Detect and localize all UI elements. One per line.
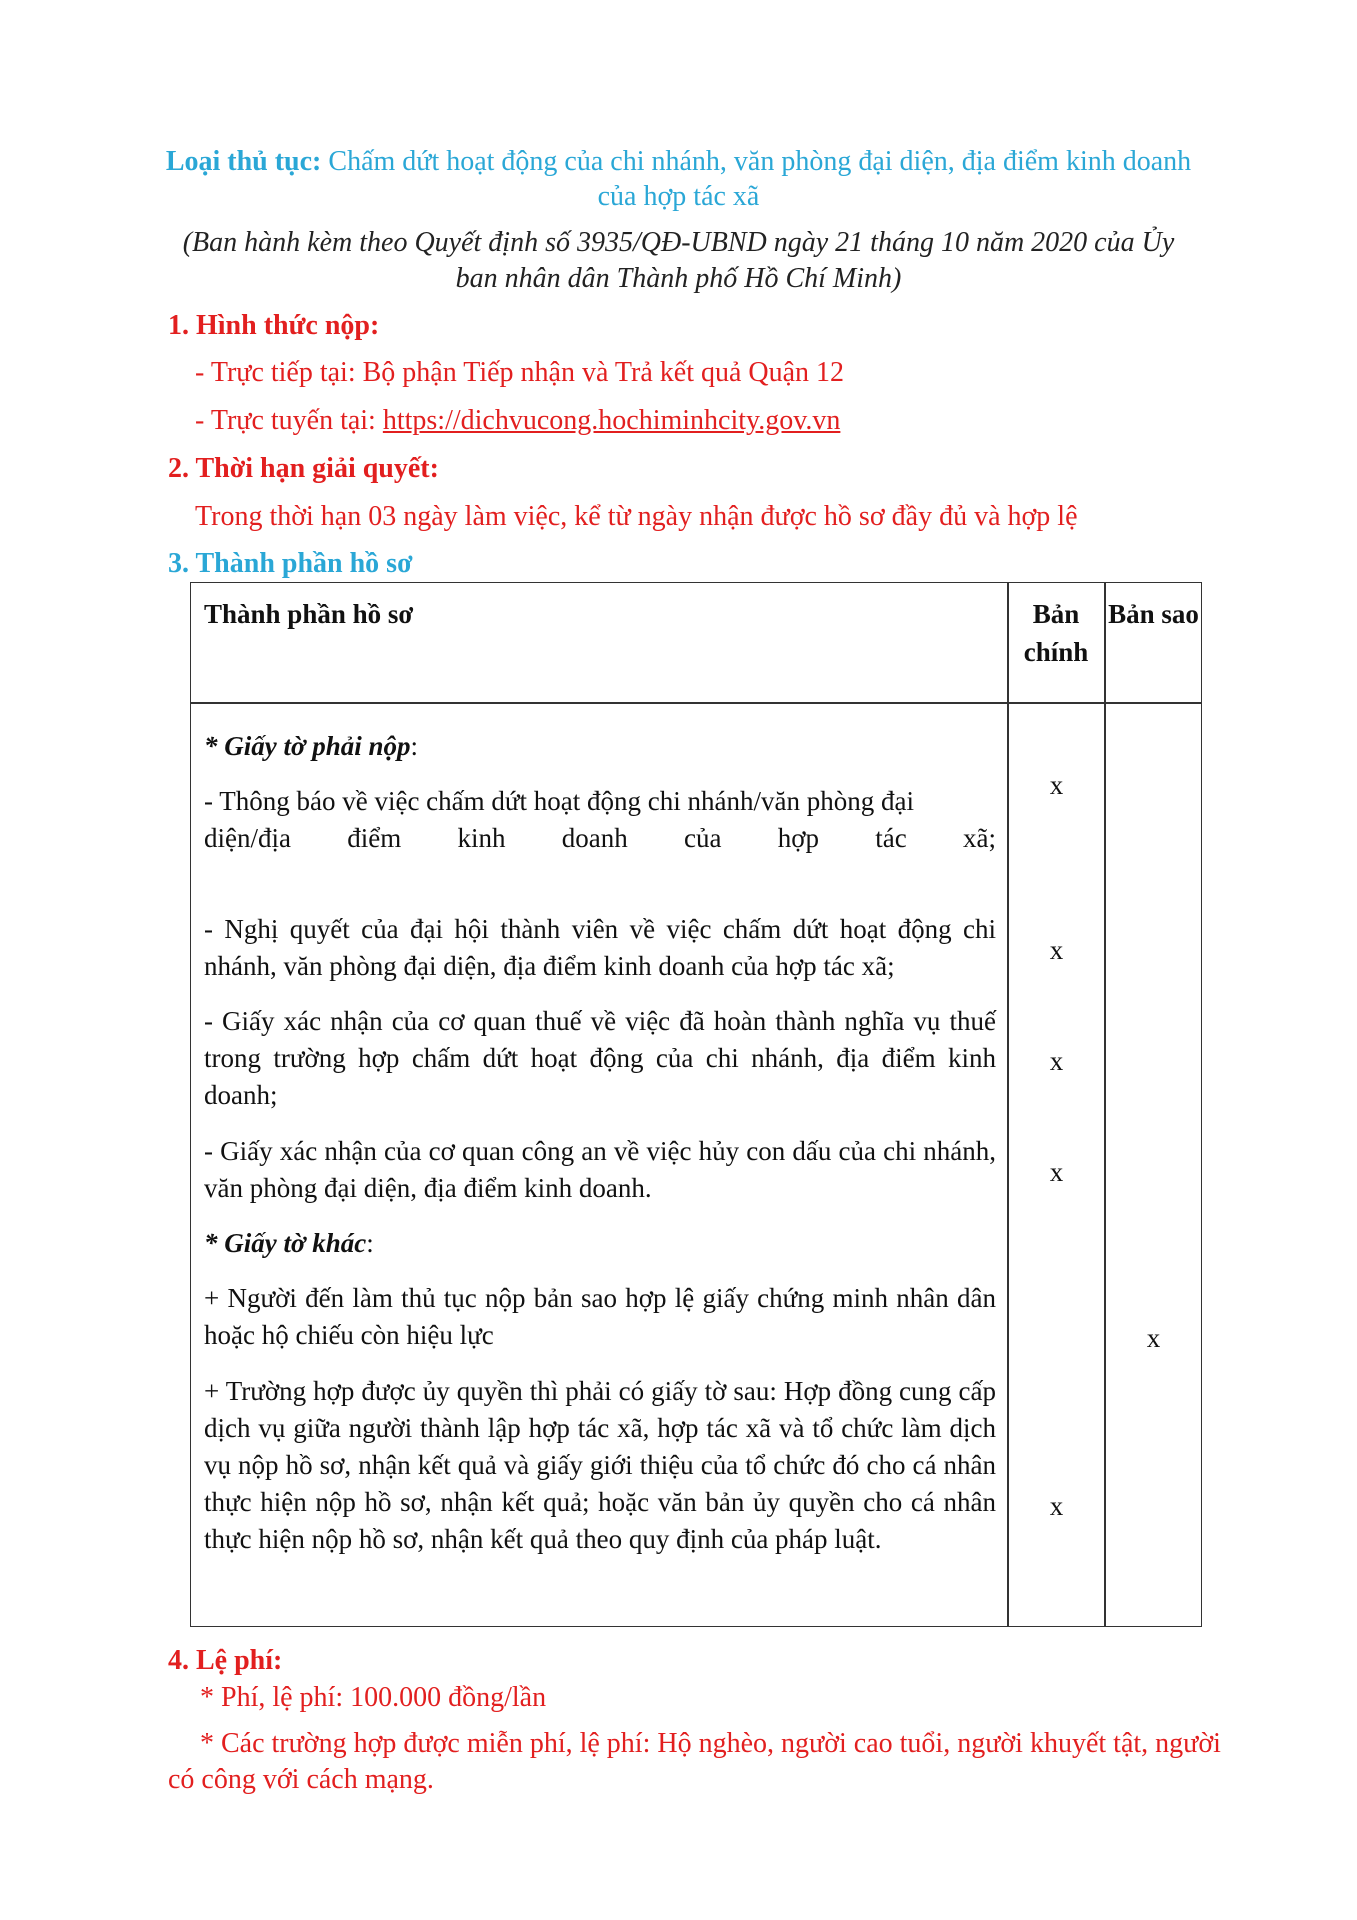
original-mark: x <box>1049 1157 1064 1187</box>
submit-online-label: - Trực tuyến tại: <box>195 405 383 436</box>
fee-amount: * Phí, lệ phí: 100.000 đồng/lần <box>200 1682 547 1713</box>
doc-row-1-line2: diện/địa điểm kinh doanh của hợp tác xã; <box>204 823 996 853</box>
original-mark: x <box>1049 1046 1064 1076</box>
fee-exempt-line1: * Các trường hợp được miễn phí, lệ phí: Hộ nghèo, người cao tuổi, người khuyết tật, người <box>200 1728 1221 1759</box>
required-docs-colon: : <box>410 731 419 761</box>
doc-row-1-line1: - Thông báo về việc chấm dứt hoạt động chi nhánh/văn phòng đại <box>204 786 914 816</box>
procedure-type-text: Chấm dứt hoạt động của chi nhánh, văn phòng đại diện, địa điểm kinh doanh <box>328 146 1192 177</box>
copy-mark: x <box>1146 1323 1161 1353</box>
decree-line2: ban nhân dân Thành phố Hồ Chí Minh) <box>455 263 902 294</box>
required-docs-heading-text: * Giấy tờ phải nộp <box>204 731 411 761</box>
documents-table <box>190 582 1202 1627</box>
other-docs-heading-text: * Giấy tờ khác <box>204 1228 367 1258</box>
procedure-type-line2: của hợp tác xã <box>597 181 760 212</box>
table-divider <box>1007 583 1009 1626</box>
submit-online <box>195 405 840 437</box>
processing-time: Trong thời hạn 03 ngày làm việc, kể từ ngày nhận được hồ sơ đầy đủ và hợp lệ <box>195 501 1078 532</box>
doc-row-4: - Giấy xác nhận của cơ quan công an về việc hủy con dấu của chi nhánh, văn phòng đại diện, địa điểm kinh doanh. <box>204 1136 996 1203</box>
original-mark: x <box>1049 935 1064 965</box>
other-docs-colon: : <box>366 1228 374 1258</box>
doc-row-3: - Giấy xác nhận của cơ quan thuế về việc đã hoàn thành nghĩa vụ thuế trong trường hợp chấm dứt hoạt động của chi nhánh, địa điểm kinh doanh; <box>204 1006 996 1110</box>
doc-row-6: + Trường hợp được ủy quyền thì phải có giấy tờ sau: Hợp đồng cung cấp dịch vụ giữa người thành lập hợp tác xã, hợp tác xã và tổ chức làm dịch vụ nộp hồ sơ, nhận kết quả và giấy giới thiệu của tổ chức đó cho cá nhân thực hiện nộp hồ sơ, nhận kết quả; hoặc văn bản ủy quyền cho cá nhân thực hiện nộp hồ sơ, nhận kết quả theo quy định của pháp luật. <box>204 1376 996 1554</box>
original-mark: x <box>1049 770 1064 800</box>
section1-title: 1. Hình thức nộp: <box>168 310 380 341</box>
col-header-copy: Bản sao <box>1108 599 1199 629</box>
submit-direct: - Trực tiếp tại: Bộ phận Tiếp nhận và Trả kết quả Quận 12 <box>195 357 845 388</box>
doc-row-2: - Nghị quyết của đại hội thành viên về việc chấm dứt hoạt động chi nhánh, văn phòng đại diện, địa điểm kinh doanh của hợp tác xã; <box>204 914 996 981</box>
section3-title: 3. Thành phần hồ sơ <box>168 548 413 579</box>
table-divider <box>1104 583 1106 1626</box>
other-docs-heading <box>204 1225 374 1262</box>
fee-exempt-line2: có công với cách mạng. <box>168 1764 434 1795</box>
decree-line1: (Ban hành kèm theo Quyết định số 3935/QĐ-UBND ngày 21 tháng 10 năm 2020 của Ủy <box>182 227 1175 258</box>
required-docs-heading <box>204 728 418 765</box>
original-mark: x <box>1049 1491 1064 1521</box>
section2-title: 2. Thời hạn giải quyết: <box>168 453 439 484</box>
procedure-type-line1 <box>0 145 1357 179</box>
section4-title: 4. Lệ phí: <box>168 1645 283 1676</box>
col-header-documents: Thành phần hồ sơ <box>204 599 414 629</box>
online-portal-link[interactable]: https://dichvucong.hochiminhcity.gov.vn <box>382 405 841 436</box>
col-header-original: Bản chính <box>1023 599 1089 667</box>
procedure-type-label: Loại thủ tục: <box>165 146 322 177</box>
table-divider <box>191 702 1201 704</box>
doc-row-5: + Người đến làm thủ tục nộp bản sao hợp lệ giấy chứng minh nhân dân hoặc hộ chiếu còn hiệu lực <box>204 1283 996 1350</box>
